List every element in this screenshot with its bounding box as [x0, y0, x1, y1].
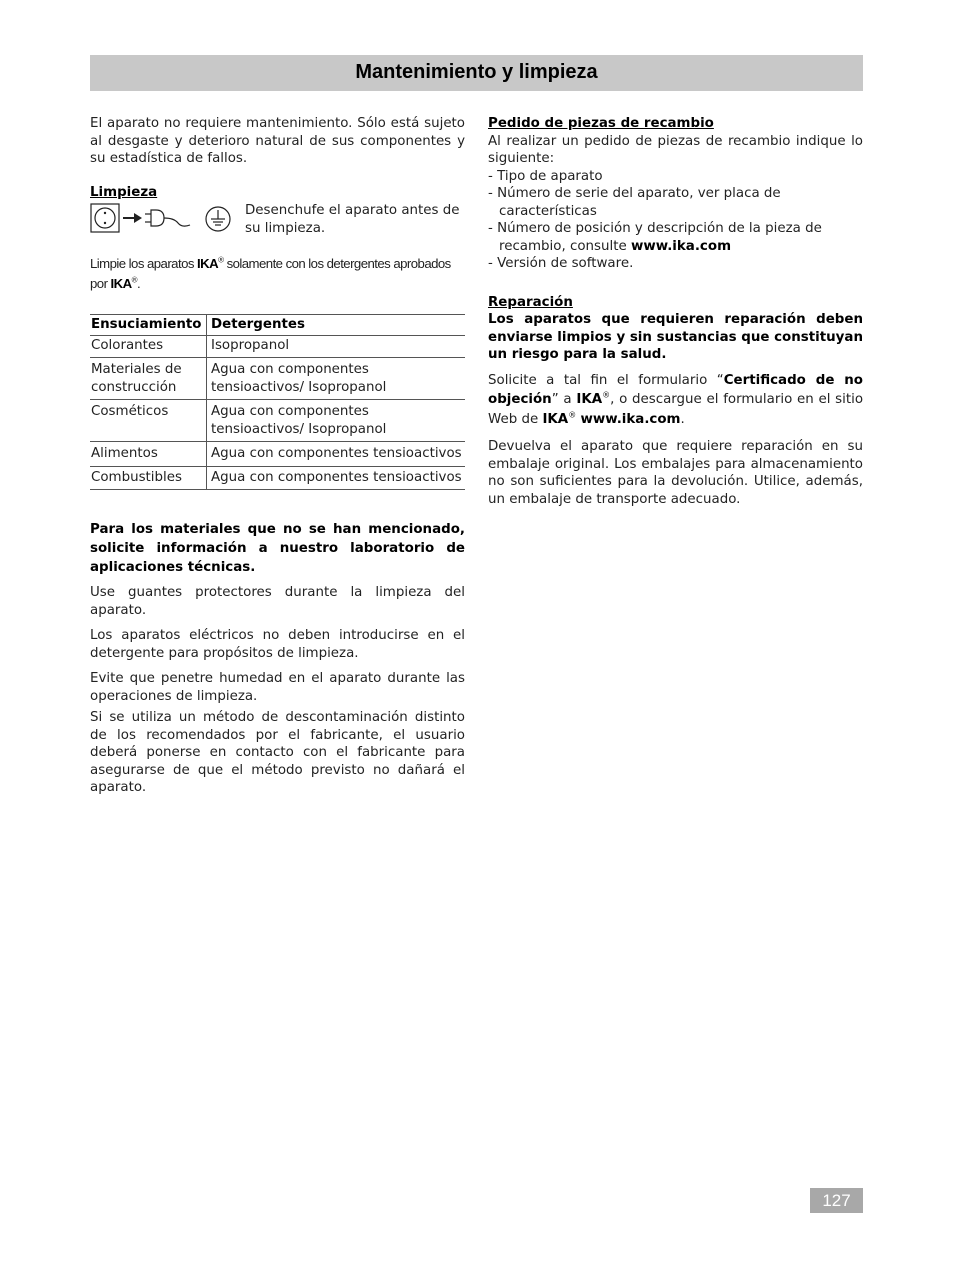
- parts-intro: Al realizar un pedido de piezas de recambio indique lo siguiente:: [488, 133, 863, 166]
- repair-form-paragraph: Solicite a tal fin el formulario “Certificado de no objeción” a IKA®, o descargue el formulario en el sitio Web de IKA® www.ika.com.: [488, 372, 864, 427]
- arrow-right-icon: [123, 213, 142, 223]
- table-cell: Alimentos: [90, 442, 207, 467]
- parts-heading: Pedido de piezas de recambio: [488, 116, 714, 131]
- table-cell: Agua con componentes tensioactivos: [207, 442, 466, 467]
- list-item: - Versión de software.: [488, 256, 634, 271]
- socket-icon: [91, 204, 119, 232]
- page-title: Mantenimiento y limpieza: [355, 61, 598, 84]
- table-cell: Isopropanol: [207, 335, 466, 358]
- table-row: [90, 442, 465, 467]
- header-ensuciamiento: Ensuciamiento: [90, 315, 207, 336]
- list-item: - Número de serie del aparato, ver placa de características: [488, 186, 781, 219]
- table-row: [90, 466, 465, 490]
- table-cell: Agua con componentes tensioactivos: [207, 466, 466, 490]
- detergent-table: [90, 314, 465, 490]
- return-paragraph: Devuelva el aparato que requiere reparación en su embalaje original. Los embalajes para almacenamiento no son suficientes para la devolución. Utilice, además, un embalaje de transporte adecuado.: [488, 439, 863, 507]
- intro-paragraph: El aparato no requiere mantenimiento. Sólo está sujeto al desgaste y deterioro natural de sus componentes y su estadística de fallos.: [90, 116, 465, 166]
- table-cell: Colorantes: [90, 335, 207, 358]
- safety-symbols: [90, 203, 465, 235]
- humidity-paragraph: Evite que penetre humedad en el aparato durante las operaciones de limpieza.: [90, 671, 465, 704]
- clean-instructions: Limpie los aparatos IKA® solamente con los detergentes aprobados por IKA®.: [90, 255, 451, 291]
- title-bar: [90, 55, 863, 91]
- table-row: [90, 335, 465, 358]
- table-row: [90, 400, 465, 442]
- table-row: [90, 358, 465, 400]
- left-column: [90, 115, 465, 797]
- unplug-symbols: [90, 203, 240, 235]
- repair-heading: Reparación: [488, 294, 573, 310]
- table-header-row: [90, 315, 465, 336]
- electric-paragraph: Los aparatos eléctricos no deben introducirse en el detergente para propósitos de limpieza.: [90, 628, 465, 661]
- page-number: 127: [810, 1188, 863, 1213]
- list-item: - Número de posición y descripción de la pieza de recambio, consulte www.ika.com: [488, 221, 822, 254]
- table-cell: Cosméticos: [90, 400, 207, 442]
- plug-icon: [145, 210, 190, 226]
- bold-note: Para los materiales que no se han mencionado, solicite información a nuestro laboratorio de aplicaciones técnicas.: [90, 522, 465, 575]
- table-cell: Agua con componentes tensioactivos/ Isopropanol: [207, 358, 466, 400]
- right-column: [488, 115, 863, 508]
- header-detergentes: Detergentes: [207, 315, 466, 336]
- repair-bold-note: Los aparatos que requieren reparación deben enviarse limpios y sin sustancias que constituyan un riesgo para la salud.: [488, 312, 863, 362]
- earth-ground-icon: [206, 207, 230, 231]
- parts-list: [488, 168, 863, 273]
- limpieza-heading: Limpieza: [90, 184, 158, 200]
- ika-link[interactable]: www.ika.com: [630, 238, 732, 254]
- table-cell: Combustibles: [90, 466, 207, 490]
- table-cell: Agua con componentes tensioactivos/ Isopropanol: [207, 400, 466, 442]
- table-cell: Materiales de construcción: [90, 358, 207, 400]
- decontamination-paragraph: Si se utiliza un método de descontaminación distinto de los recomendados por el fabricante, el usuario deberá ponerse en contacto con el fabricante para asegurarse de que el método previsto no dañará el aparato.: [90, 710, 465, 795]
- list-item: - Tipo de aparato: [488, 168, 603, 184]
- gloves-paragraph: Use guantes protectores durante la limpieza del aparato.: [90, 585, 465, 618]
- unplug-note: Desenchufe el aparato antes de su limpieza.: [245, 203, 460, 236]
- ika-website-link[interactable]: www.ika.com: [580, 411, 681, 427]
